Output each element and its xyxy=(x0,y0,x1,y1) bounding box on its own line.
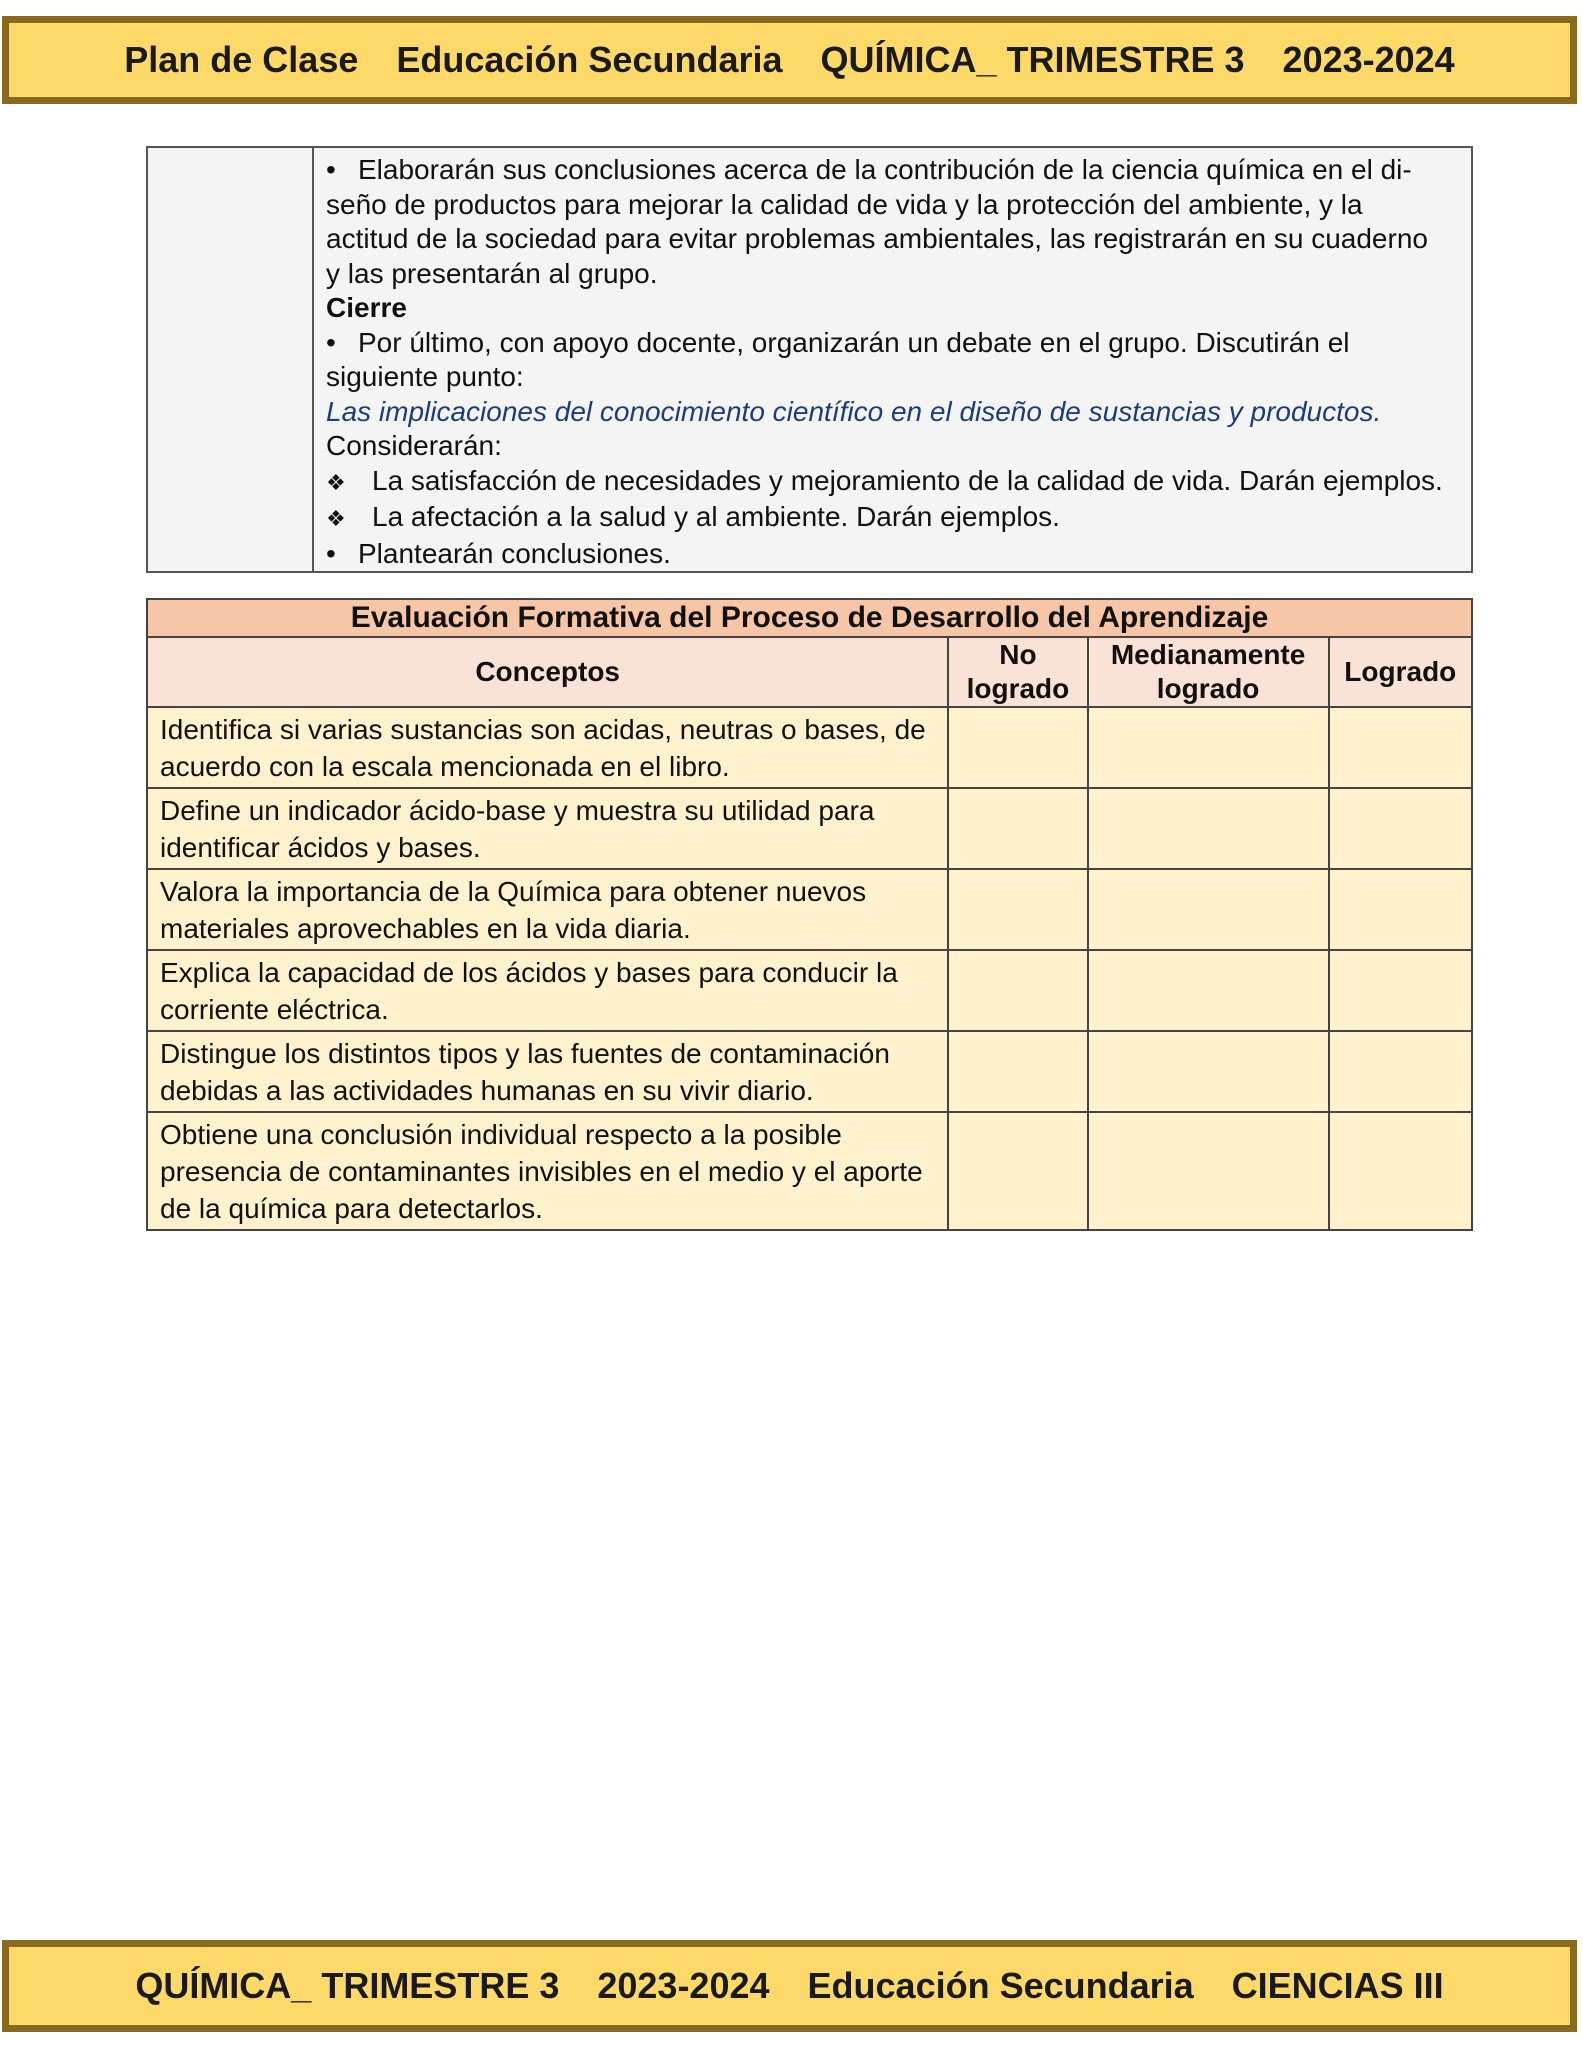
logrado-cell[interactable] xyxy=(1329,950,1472,1031)
medianamente-logrado-cell[interactable] xyxy=(1088,707,1329,788)
no-logrado-cell[interactable] xyxy=(948,788,1087,869)
evaluation-title: Evaluación Formativa del Proceso de Desarrollo del Aprendizaje xyxy=(147,599,1472,637)
medianamente-logrado-cell[interactable] xyxy=(1088,788,1329,869)
no-logrado-cell[interactable] xyxy=(948,950,1087,1031)
header-plan-de-clase: Plan de Clase xyxy=(124,39,359,80)
footer-materia: QUÍMICA_ TRIMESTRE 3 xyxy=(135,1965,560,2006)
concept-cell: Explica la capacidad de los ácidos y bases para conducir la corriente eléctrica. xyxy=(147,950,948,1031)
bullet-icon: • xyxy=(326,537,336,569)
no-logrado-cell[interactable] xyxy=(948,1031,1087,1112)
concept-cell: Define un indicador ácido-base y muestra su utilidad para identificar ácidos y bases. xyxy=(147,788,948,869)
bullet-icon: • xyxy=(326,154,336,185)
debate-topic: Las implicaciones del conocimiento científico en el diseño de sustancias y productos. xyxy=(326,395,1382,427)
column-header-logrado: Logrado xyxy=(1329,637,1472,707)
no-logrado-cell[interactable] xyxy=(948,707,1087,788)
header-nivel: Educación Secundaria xyxy=(396,39,783,80)
table-row xyxy=(147,869,1472,950)
activity-side-cell xyxy=(147,147,313,572)
activity-line: ❖ La satisfacción de necesidades y mejoramiento de la calidad de vida. Darán ejemplos. xyxy=(326,464,1457,501)
activity-line: Considerarán: xyxy=(326,430,502,461)
concept-cell: Distingue los distintos tipos y las fuentes de contaminación debidas a las actividades humanas en su vivir diario. xyxy=(147,1031,948,1112)
header-materia: QUÍMICA_ TRIMESTRE 3 xyxy=(820,39,1245,80)
activity-line: actitud de la sociedad para evitar problemas ambientales, las registrarán en su cuaderno xyxy=(326,223,1428,254)
table-row xyxy=(147,1112,1472,1230)
logrado-cell[interactable] xyxy=(1329,707,1472,788)
bullet-icon: • xyxy=(326,326,336,358)
activity-line: • Elaborarán sus conclusiones acerca de la contribución de la ciencia química en el di- xyxy=(326,153,1457,188)
activity-line: • Por último, con apoyo docente, organizarán un debate en el grupo. Discutirán el xyxy=(326,326,1457,361)
footer-asignatura: CIENCIAS III xyxy=(1231,1965,1444,2006)
column-header-no-logrado: No logrado xyxy=(948,637,1087,707)
medianamente-logrado-cell[interactable] xyxy=(1088,1031,1329,1112)
header-banner xyxy=(2,16,1577,104)
logrado-cell[interactable] xyxy=(1329,1031,1472,1112)
footer-banner xyxy=(2,1940,1577,2032)
logrado-cell[interactable] xyxy=(1329,788,1472,869)
footer-nivel: Educación Secundaria xyxy=(807,1965,1194,2006)
column-header-concepts: Conceptos xyxy=(147,637,948,707)
diamond-bullet-icon: ❖ xyxy=(326,469,346,495)
activity-content-cell xyxy=(313,147,1472,572)
logrado-cell[interactable] xyxy=(1329,869,1472,950)
concept-cell: Obtiene una conclusión individual respecto a la posible presencia de contaminantes invisibles en el medio y el aporte de la química para detectarlos. xyxy=(147,1112,948,1230)
activity-line: ❖ La afectación a la salud y al ambiente. Darán ejemplos. xyxy=(326,500,1457,537)
footer-ciclo: 2023-2024 xyxy=(597,1965,770,2006)
activity-line: y las presentarán al grupo. xyxy=(326,257,658,289)
medianamente-logrado-cell[interactable] xyxy=(1088,869,1329,950)
activity-line: siguiente punto: xyxy=(326,361,524,392)
table-row xyxy=(147,1031,1472,1112)
column-header-medianamente-logrado: Medianamente logrado xyxy=(1088,637,1329,707)
table-row xyxy=(147,950,1472,1031)
logrado-cell[interactable] xyxy=(1329,1112,1472,1230)
activity-table xyxy=(146,146,1473,573)
diamond-bullet-icon: ❖ xyxy=(326,506,346,531)
evaluation-table xyxy=(146,598,1473,1231)
cierre-heading: Cierre xyxy=(326,292,407,323)
no-logrado-cell[interactable] xyxy=(948,1112,1087,1230)
medianamente-logrado-cell[interactable] xyxy=(1088,1112,1329,1230)
medianamente-logrado-cell[interactable] xyxy=(1088,950,1329,1031)
table-row xyxy=(147,707,1472,788)
concept-cell: Identifica si varias sustancias son acidas, neutras o bases, de acuerdo con la escala mencionada en el libro. xyxy=(147,707,948,788)
table-row xyxy=(147,788,1472,869)
header-ciclo: 2023-2024 xyxy=(1282,39,1455,80)
concept-cell: Valora la importancia de la Química para obtener nuevos materiales aprovechables en la vida diaria. xyxy=(147,869,948,950)
no-logrado-cell[interactable] xyxy=(948,869,1087,950)
activity-line: seño de productos para mejorar la calidad de vida y la protección del ambiente, y la xyxy=(326,188,1363,220)
activity-line: • Plantearán conclusiones. xyxy=(326,537,1457,572)
